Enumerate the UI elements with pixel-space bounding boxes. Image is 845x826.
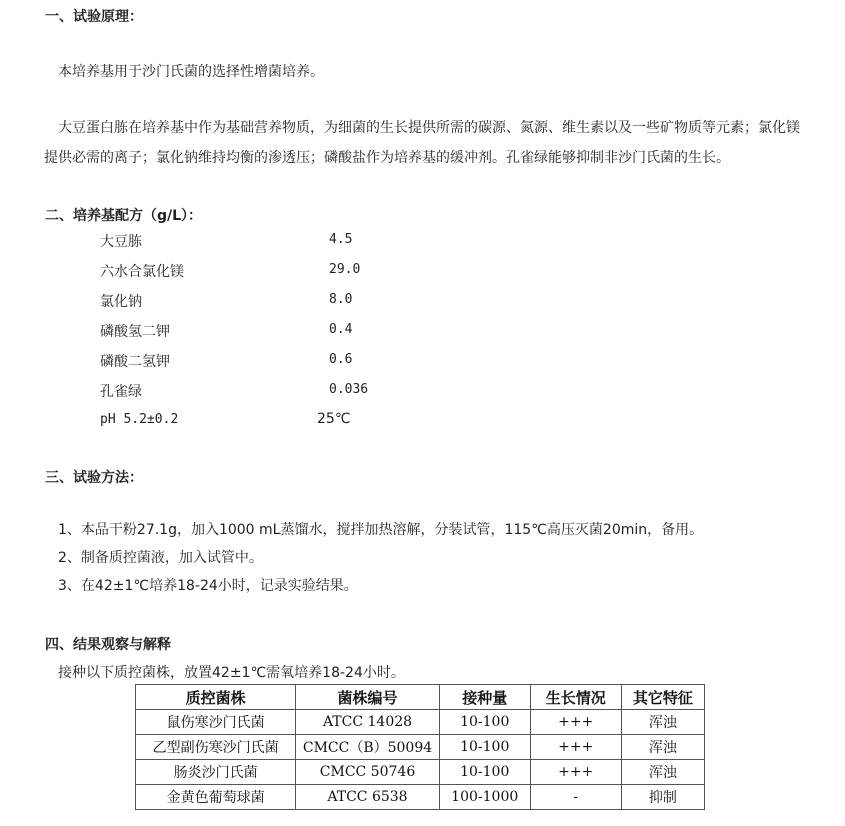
method-step: 2、制备质控菌液，加入试管中。 bbox=[58, 550, 263, 566]
column-header: 生长情况 bbox=[530, 685, 621, 710]
table-header-row bbox=[136, 685, 705, 710]
table-cell: ATCC 6538 bbox=[296, 785, 439, 810]
table-cell: 100-1000 bbox=[439, 785, 530, 810]
table-cell: 浑浊 bbox=[621, 760, 704, 785]
table-row bbox=[136, 735, 705, 760]
ph-label: pH 5.2±0.2 bbox=[100, 412, 179, 427]
results-table bbox=[135, 684, 705, 810]
section-heading-formula: 二、培养基配方（g/L）： bbox=[45, 208, 203, 224]
table-cell: 鼠伤寒沙门氏菌 bbox=[136, 710, 296, 735]
table-cell: 10-100 bbox=[439, 710, 530, 735]
method-step: 1、本品干粉27.1g，加入1000 mL蒸馏水，搅拌加热溶解，分装试管，115℃高压灭菌20min，备用。 bbox=[58, 522, 704, 538]
principle-paragraph-2: 大豆蛋白胨在培养基中作为基础营养物质，为细菌的生长提供所需的碳源、氮源、维生素以及一些矿物质等元素；氯化镁提供必需的离子；氯化钠维持均衡的渗透压；磷酸盐作为培养基的缓冲剂。孔雀绿能够抑制非沙门氏菌的生长。 bbox=[44, 120, 800, 166]
table-cell: 浑浊 bbox=[621, 735, 704, 760]
section-heading-results: 四、结果观察与解释 bbox=[45, 637, 171, 653]
ingredient-name: 六水合氯化镁 bbox=[100, 264, 184, 280]
ingredient-name: 大豆胨 bbox=[100, 234, 142, 250]
section-heading-principle: 一、试验原理： bbox=[45, 9, 143, 25]
section-heading-method: 三、试验方法： bbox=[45, 470, 143, 486]
ingredient-value: 8.0 bbox=[329, 292, 353, 307]
ingredient-name: 磷酸氢二钾 bbox=[100, 324, 170, 340]
table-cell: 抑制 bbox=[621, 785, 704, 810]
table-cell: 浑浊 bbox=[621, 710, 704, 735]
table-cell: +++ bbox=[530, 760, 621, 785]
method-step: 3、在42±1℃培养18-24小时，记录实验结果。 bbox=[58, 578, 358, 594]
table-row bbox=[136, 710, 705, 735]
table-cell: 10-100 bbox=[439, 760, 530, 785]
ingredient-value: 4.5 bbox=[329, 232, 353, 247]
table-cell: - bbox=[530, 785, 621, 810]
table-cell: CMCC 50746 bbox=[296, 760, 439, 785]
ingredient-name: 氯化钠 bbox=[100, 294, 142, 310]
table-cell: 乙型副伤寒沙门氏菌 bbox=[136, 735, 296, 760]
ingredient-value: 29.0 bbox=[329, 262, 361, 277]
principle-paragraph-1: 本培养基用于沙门氏菌的选择性增菌培养。 bbox=[58, 64, 324, 80]
results-intro: 接种以下质控菌株，放置42±1℃需氧培养18-24小时。 bbox=[58, 665, 405, 681]
table-cell: 10-100 bbox=[439, 735, 530, 760]
column-header: 接种量 bbox=[439, 685, 530, 710]
table-cell: 金黄色葡萄球菌 bbox=[136, 785, 296, 810]
ingredient-value: 0.6 bbox=[329, 352, 353, 367]
ingredient-value: 0.036 bbox=[329, 382, 369, 397]
column-header: 菌株编号 bbox=[296, 685, 439, 710]
table-cell: 肠炎沙门氏菌 bbox=[136, 760, 296, 785]
table-cell: ATCC 14028 bbox=[296, 710, 439, 735]
ingredient-name: 孔雀绿 bbox=[100, 384, 142, 400]
table-cell: CMCC（B）50094 bbox=[296, 735, 439, 760]
ingredient-name: 磷酸二氢钾 bbox=[100, 354, 170, 370]
table-row bbox=[136, 785, 705, 810]
column-header: 其它特征 bbox=[621, 685, 704, 710]
ingredient-value: 0.4 bbox=[329, 322, 353, 337]
table-row bbox=[136, 760, 705, 785]
table-cell: +++ bbox=[530, 735, 621, 760]
table-cell: +++ bbox=[530, 710, 621, 735]
column-header: 质控菌株 bbox=[136, 685, 296, 710]
ph-temperature: 25℃ bbox=[317, 411, 351, 427]
